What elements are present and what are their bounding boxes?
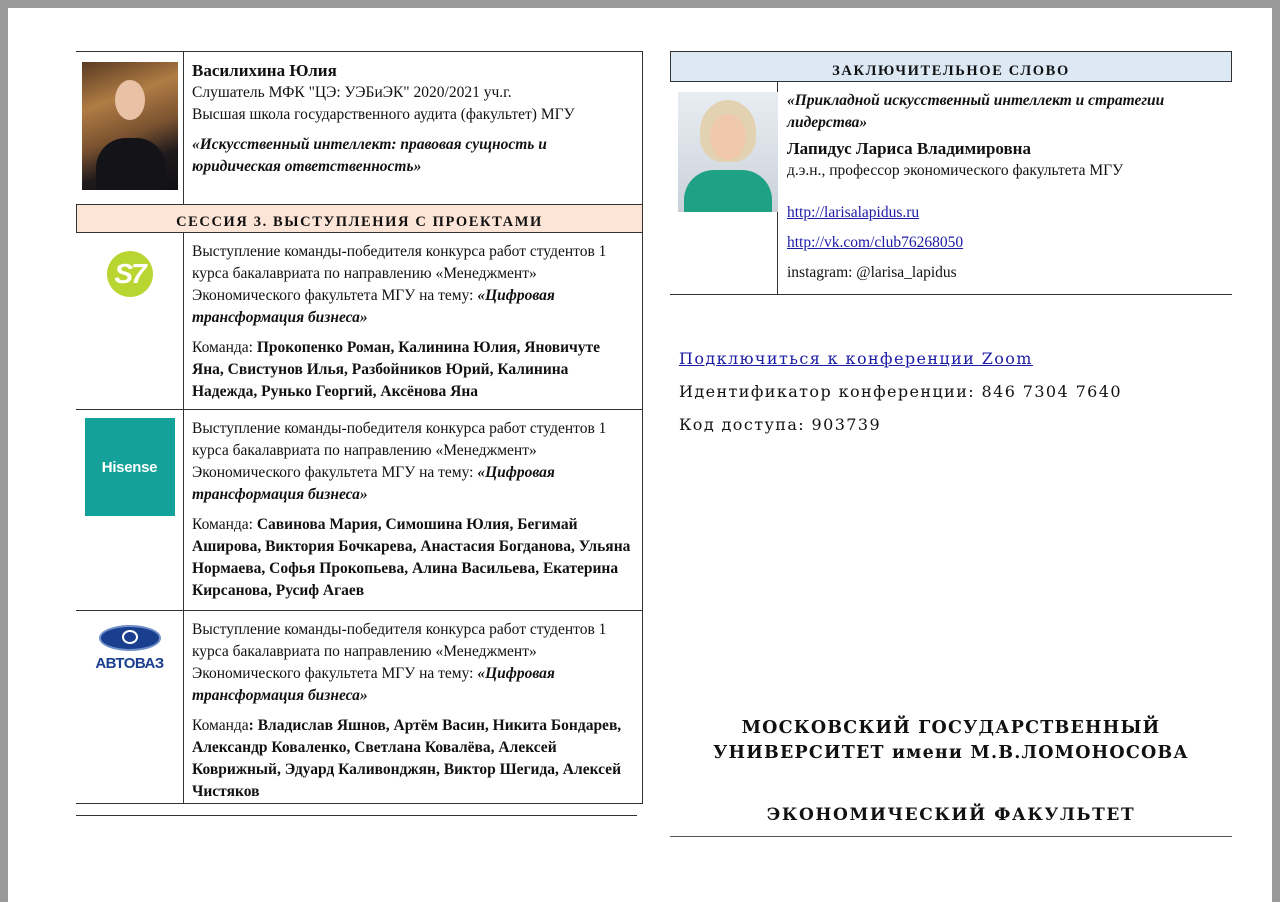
avtovaz-logo-icon <box>95 625 163 803</box>
closing-photo-cell <box>670 82 778 294</box>
faculty-name: ЭКОНОМИЧЕСКИЙ ФАКУЛЬТЕТ <box>766 805 1136 825</box>
vk-link[interactable]: http://vk.com/club76268050 <box>787 234 964 251</box>
zoom-passcode: Код доступа: 903739 <box>679 415 882 434</box>
project-description: Выступление команды-победителя конкурса работ студентов 1 курса бакалавриата по направлению «Менеджмент» Экономического факультета МГУ на тему: <box>192 420 607 481</box>
closing-speaker-name: Лапидус Лариса Владимировна <box>787 139 1031 158</box>
project-logo-cell <box>76 233 184 409</box>
program-right-column <box>670 51 1232 295</box>
project-row-s7 <box>76 232 643 409</box>
zoom-meeting-id: Идентификатор конференции: 846 7304 7640 <box>679 382 1122 401</box>
closing-speaker-row <box>670 81 1232 295</box>
project-row-hisense <box>76 409 643 610</box>
closing-speaker-photo <box>678 92 778 212</box>
project-info <box>184 611 642 803</box>
closing-talk-title: «Прикладной искусственный интеллект и стратегии лидерства» <box>787 92 1165 131</box>
team-label: Команда: <box>192 339 257 356</box>
program-left-column <box>76 51 643 804</box>
project-info <box>184 410 642 610</box>
zoom-link[interactable]: Подключиться к конференции Zoom <box>679 349 1033 368</box>
closing-heading: ЗАКЛЮЧИТЕЛЬНОЕ СЛОВО <box>670 51 1232 81</box>
closing-speaker-position: д.э.н., профессор экономического факультета МГУ <box>787 162 1124 179</box>
speaker-affiliation-1: Слушатель МФК "ЦЭ: УЭБиЭК" 2020/2021 уч.г. <box>192 84 512 101</box>
university-name <box>670 716 1232 766</box>
project-logo-cell <box>76 611 184 803</box>
right-bottom-divider <box>670 836 1232 837</box>
website-link[interactable]: http://larisalapidus.ru <box>787 204 920 221</box>
instagram-handle: instagram: @larisa_lapidus <box>787 264 957 281</box>
team-label: Команда <box>192 717 249 734</box>
project-topic: «Цифровая трансформация бизнеса» <box>192 665 555 704</box>
speaker-name: Василихина Юлия <box>192 61 337 80</box>
team-members: : Владислав Яшнов, Артём Васин, Никита Бондарев, Александр Коваленко, Светлана Ковалёва, Алексей Коврижный, Эдуард Каливонджян, Виктор Шегида, Алексей Чистяков <box>192 717 622 800</box>
avtovaz-logo-text: АВТОВАЗ <box>95 655 164 672</box>
speaker-info <box>184 52 642 204</box>
project-topic: «Цифровая трансформация бизнеса» <box>192 287 555 326</box>
university-line-2: УНИВЕРСИТЕТ имени М.В.ЛОМОНОСОВА <box>713 743 1189 763</box>
session-heading: СЕССИЯ 3. ВЫСТУПЛЕНИЯ С ПРОЕКТАМИ <box>76 204 643 232</box>
project-topic: «Цифровая трансформация бизнеса» <box>192 464 555 503</box>
university-line-1: МОСКОВСКИЙ ГОСУДАРСТВЕННЫЙ <box>741 718 1161 738</box>
speaker-row <box>76 51 643 204</box>
speaker-photo <box>82 62 178 190</box>
project-row-avtovaz <box>76 610 643 804</box>
hisense-logo-icon: Hisense <box>85 418 175 516</box>
project-description: Выступление команды-победителя конкурса работ студентов 1 курса бакалавриата по направлению «Менеджмент» Экономического факультета МГУ на тему: <box>192 621 607 682</box>
zoom-info <box>679 342 1122 441</box>
s7-logo-icon: S7 <box>107 251 153 297</box>
speaker-talk-title: «Искусственный интеллект: правовая сущность и юридическая ответственность» <box>192 136 547 175</box>
closing-speaker-info <box>778 82 1232 294</box>
project-info <box>184 233 642 409</box>
team-members: Савинова Мария, Симошина Юлия, Бегимай Аширова, Виктория Бочкарева, Анастасия Богданова, Ульяна Нормаева, Софья Прокопьева, Алина Васильева, Екатерина Кирсанова, Русиф Агаев <box>192 516 631 599</box>
speaker-photo-cell <box>76 52 184 204</box>
speaker-affiliation-2: Высшая школа государственного аудита (факультет) МГУ <box>192 106 575 123</box>
left-bottom-divider <box>76 815 637 816</box>
project-logo-cell <box>76 410 184 610</box>
team-label: Команда: <box>192 516 257 533</box>
team-members: Прокопенко Роман, Калинина Юлия, Яновичуте Яна, Свистунов Илья, Разбойников Юрий, Калинина Надежда, Рунько Георгий, Аксёнова Яна <box>192 339 601 400</box>
project-description: Выступление команды-победителя конкурса работ студентов 1 курса бакалавриата по направлению «Менеджмент» Экономического факультета МГУ на тему: <box>192 243 607 304</box>
